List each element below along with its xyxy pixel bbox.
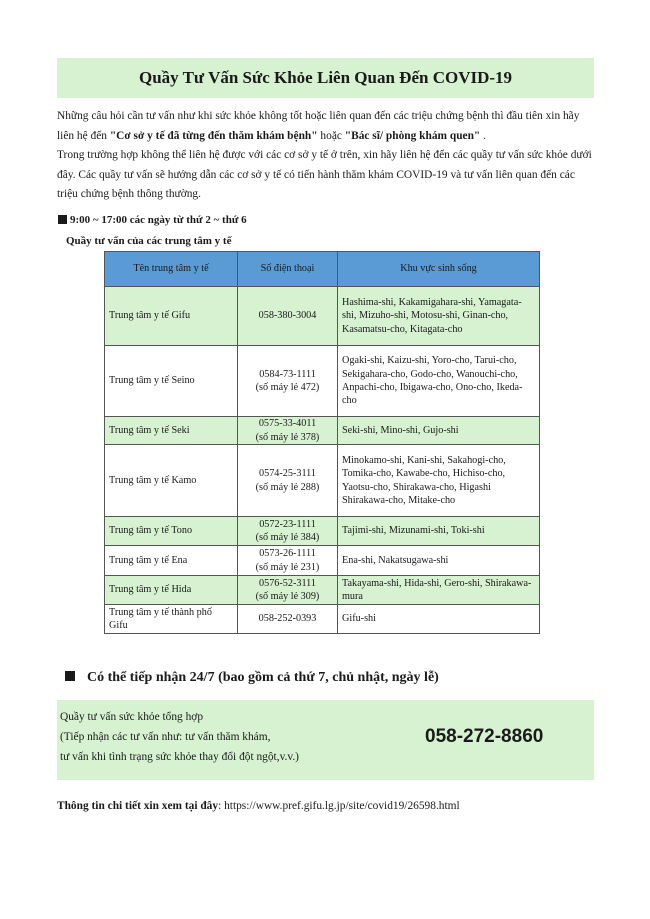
square-bullet-icon	[65, 671, 75, 681]
center-name: Trung tâm y tế Seki	[105, 417, 238, 445]
intro-text	[57, 107, 597, 205]
square-bullet-icon	[58, 215, 67, 224]
center-phone[interactable]: 058-252-0393	[238, 605, 338, 634]
header-area: Khu vực sinh sống	[338, 252, 540, 287]
center-name: Trung tâm y tế thành phố Gifu	[105, 605, 238, 634]
health-centers-table	[104, 251, 540, 634]
table-row	[105, 546, 540, 576]
consultation-detail-2: tư vấn khi tình trạng sức khỏe thay đổi đột ngột,v.v.)	[60, 751, 299, 763]
center-phone[interactable]: 0584-73-1111 (số máy lẻ 472)	[238, 346, 338, 417]
center-phone[interactable]: 0574-25-3111 (số máy lẻ 288)	[238, 445, 338, 517]
center-phone[interactable]: 0575-33-4011 (số máy lẻ 378)	[238, 417, 338, 445]
phone-extension: (số máy lẻ 288)	[255, 481, 320, 493]
center-name: Trung tâm y tế Seino	[105, 346, 238, 417]
phone-extension: (số máy lẻ 231)	[255, 561, 320, 573]
title-banner	[57, 58, 594, 98]
center-area: Ogaki-shi, Kaizu-shi, Yoro-cho, Tarui-cho, Sekigahara-cho, Godo-cho, Wanouchi-cho, Anpachi-cho, Ibigawa-cho, Ono-cho, Ikeda-cho	[338, 346, 540, 417]
table-row	[105, 605, 540, 634]
intro-paragraph-1: Những câu hỏi cần tư vấn như khi sức khỏe không tốt hoặc liên quan đến các triệu chứng bệnh thì đầu tiên xin hãy liên hệ đến "Cơ sở y tế đã từng đến thăm khám bệnh" hoặc "Bác sĩ/ phòng khám quen" .	[57, 110, 580, 142]
phone-extension: (số máy lẻ 378)	[255, 431, 320, 443]
table-row	[105, 576, 540, 605]
center-area: Hashima-shi, Kakamigahara-shi, Yamagata-shi, Mizuho-shi, Motosu-shi, Ginan-cho, Kasamatsu-cho, Kitagata-cho	[338, 287, 540, 346]
center-name: Trung tâm y tế Kamo	[105, 445, 238, 517]
center-area: Seki-shi, Mino-shi, Gujo-shi	[338, 417, 540, 445]
footer-label: Thông tin chi tiết xin xem tại đây	[57, 800, 219, 812]
center-area: Tajimi-shi, Mizunami-shi, Toki-shi	[338, 517, 540, 546]
page-title: Quầy Tư Vấn Sức Khỏe Liên Quan Đến COVID-19	[138, 68, 513, 87]
table-subheading: Quầy tư vấn của các trung tâm y tế	[66, 235, 232, 247]
intro-emphasis-2: "Bác sĩ/ phòng khám quen"	[344, 129, 481, 142]
center-phone[interactable]: 0573-26-1111 (số máy lẻ 231)	[238, 546, 338, 576]
table-row	[105, 417, 540, 445]
center-area: Ena-shi, Nakatsugawa-shi	[338, 546, 540, 576]
footer-url-link[interactable]: https://www.pref.gifu.lg.jp/site/covid19/26598.html	[224, 800, 460, 812]
center-area: Takayama-shi, Hida-shi, Gero-shi, Shirakawa-mura	[338, 576, 540, 605]
consultation-phone-number[interactable]: 058-272-8860	[425, 726, 544, 747]
table-row	[105, 445, 540, 517]
intro-emphasis-1: "Cơ sở y tế đã từng đến thăm khám bệnh"	[109, 129, 318, 142]
office-hours: 9:00 ~ 17:00 các ngày từ thứ 2 ~ thứ 6	[58, 214, 247, 226]
footer-info: Thông tin chi tiết xin xem tại đây: https://www.pref.gifu.lg.jp/site/covid19/26598.html	[57, 800, 460, 812]
center-name: Trung tâm y tế Gifu	[105, 287, 238, 346]
intro-paragraph-2: Trong trường hợp không thể liên hệ được với các cơ sở y tế ở trên, xin hãy liên hệ đến các quầy tư vấn sức khỏe dưới đây. Các quầy tư vấn sẽ hướng dẫn các cơ sở y tế có tiến hành thăm khám COVID-19 và tư vấn liên quan đến các triệu chứng bệnh thông thường.	[57, 149, 592, 201]
center-area: Gifu-shi	[338, 605, 540, 634]
consultation-title: Quầy tư vấn sức khỏe tổng hợp	[60, 711, 204, 723]
center-phone[interactable]: 0572-23-1111 (số máy lẻ 384)	[238, 517, 338, 546]
table-row	[105, 287, 540, 346]
center-phone[interactable]: 0576-52-3111 (số máy lẻ 309)	[238, 576, 338, 605]
header-phone: Số điện thoại	[238, 252, 338, 287]
general-consultation-box	[57, 700, 594, 780]
consultation-description	[60, 707, 299, 767]
table-header-row	[105, 252, 540, 287]
consultation-detail-1: (Tiếp nhận các tư vấn như: tư vấn thăm khám,	[60, 731, 271, 743]
phone-extension: (số máy lẻ 472)	[255, 382, 320, 393]
center-name: Trung tâm y tế Hida	[105, 576, 238, 605]
center-name: Trung tâm y tế Ena	[105, 546, 238, 576]
center-area: Minokamo-shi, Kani-shi, Sakahogi-cho, Tomika-cho, Kawabe-cho, Hichiso-cho, Yaotsu-cho, Shirakawa-cho, Higashi Shirakawa-cho, Mitake-cho	[338, 445, 540, 517]
phone-extension: (số máy lẻ 384)	[255, 532, 320, 543]
table-row	[105, 346, 540, 417]
table-row	[105, 517, 540, 546]
center-name: Trung tâm y tế Tono	[105, 517, 238, 546]
phone-extension: (số máy lẻ 309)	[255, 591, 320, 602]
header-name: Tên trung tâm y tế	[105, 252, 238, 287]
section-24-7-heading: Có thể tiếp nhận 24/7 (bao gồm cả thứ 7, chủ nhật, ngày lễ)	[65, 670, 439, 686]
center-phone[interactable]: 058-380-3004	[238, 287, 338, 346]
